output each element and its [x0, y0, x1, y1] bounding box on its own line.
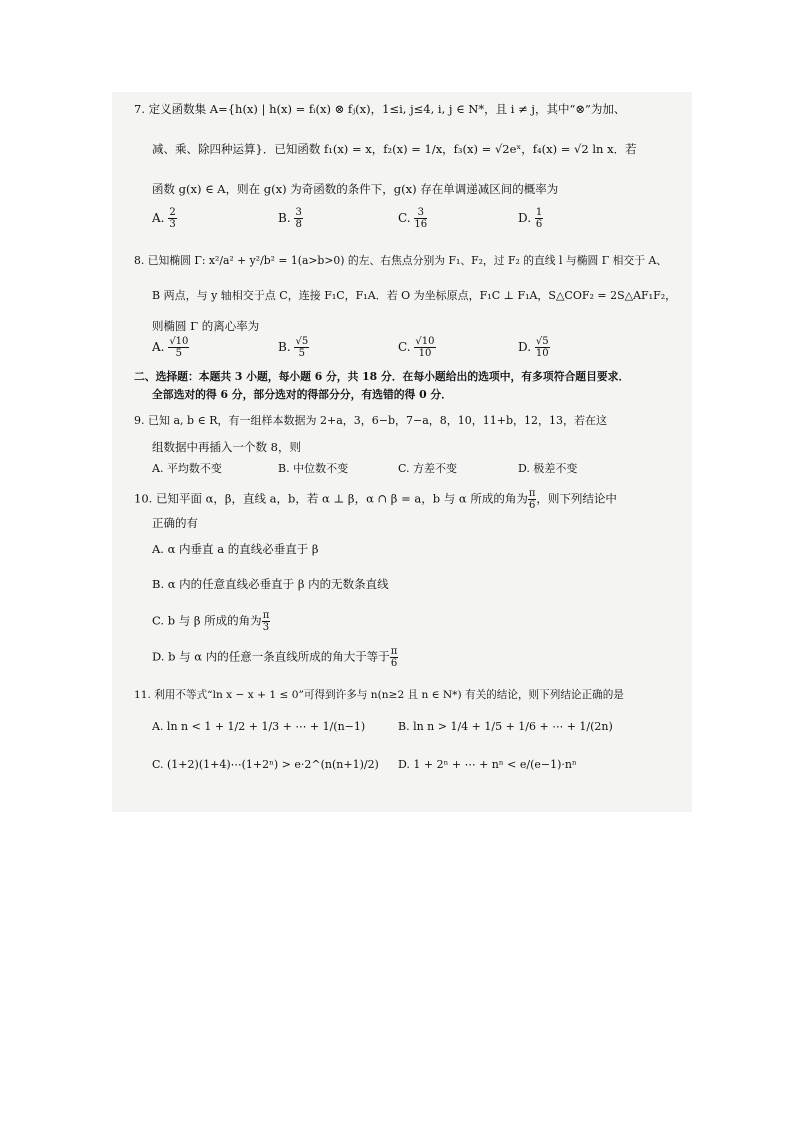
q9-options — [152, 460, 652, 478]
q9-option-a[interactable]: A. 平均数不变 — [152, 462, 222, 475]
q10-option-b[interactable]: B. α 内的任意直线必垂直于 β 内的无数条直线 — [152, 577, 389, 591]
q10-line1: 10. 已知平面 α，β，直线 a，b，若 α ⊥ β，α ∩ β = a，b 与 α 所成的角为 $\frac{\pi}{6}$ ，则下列结论中 — [134, 488, 617, 511]
q11-option-d[interactable]: D. 1 + 2ⁿ + ⋯ + nⁿ < e/(e−1)·nⁿ — [398, 758, 577, 771]
q11-option-c[interactable]: C. (1+2)(1+4)⋯(1+2ⁿ) > e·2^(n(n+1)/2) — [152, 758, 379, 771]
q11-option-b[interactable]: B. ln n > 1/4 + 1/5 + 1/6 + ⋯ + 1/(2n) — [398, 720, 613, 733]
q9-line1: 9. 已知 a, b ∈ R，有一组样本数据为 2+a，3，6−b，7−a，8，10，11+b，12，13，若在这 — [134, 414, 608, 427]
q8-option-a[interactable]: A. $\frac{√10}{5}$ — [152, 336, 189, 359]
q8-options — [152, 336, 652, 370]
q10-line2: 正确的有 — [152, 516, 198, 530]
fraction: $\frac{\pi}{3}$ — [262, 610, 270, 633]
q8-option-b[interactable]: B. $\frac{√5}{5}$ — [278, 336, 309, 359]
q7-option-d[interactable]: D. $\frac{1}{6}$ — [518, 207, 543, 230]
q9-option-b[interactable]: B. 中位数不变 — [278, 462, 349, 475]
q7-line3: 函数 g(x) ∈ A，则在 g(x) 为奇函数的条件下，g(x) 存在单调递减区间的概率为 — [152, 182, 559, 196]
q8-option-c[interactable]: C. $\frac{√10}{10}$ — [398, 336, 435, 359]
q7-line1: 7. 定义函数集 A={h(x) | h(x) = fᵢ(x) ⊗ fⱼ(x)，1≤i, j≤4, i, j ∈ N*，且 i ≠ j，其中“⊗”为加、 — [134, 102, 626, 116]
q8-line2: B 两点，与 y 轴相交于点 C，连接 F₁C，F₁A．若 O 为坐标原点，F₁C ⊥ F₁A，S△COF₂ = 2S△AF₁F₂， — [152, 289, 677, 302]
fraction: $\frac{3}{8}$ — [295, 207, 302, 230]
q10-option-d[interactable]: D. b 与 α 内的任意一条直线所成的角大于等于 $\frac{\pi}{6}$ — [152, 646, 398, 669]
fraction: $\frac{\pi}{6}$ — [390, 646, 398, 669]
q8-option-d[interactable]: D. $\frac{√5}{10}$ — [518, 336, 549, 359]
section-heading: 二、选择题：本题共 3 小题，每小题 6 分，共 18 分．在每小题给出的选项中，有多项符合题目要求． — [134, 370, 630, 383]
q10-option-c[interactable]: C. b 与 β 所成的角为 $\frac{\pi}{3}$ — [152, 610, 270, 633]
q7-option-c[interactable]: C. $\frac{3}{16}$ — [398, 207, 428, 230]
fraction: $\frac{2}{3}$ — [169, 207, 176, 230]
q9-line2: 组数据中再插入一个数 8，则 — [152, 440, 301, 454]
fraction: $\frac{√10}{10}$ — [415, 336, 435, 359]
fraction: $\frac{1}{6}$ — [535, 207, 543, 230]
fraction: $\frac{\pi}{6}$ — [528, 488, 536, 511]
fraction: $\frac{√5}{10}$ — [535, 336, 549, 359]
section-instructions: 全部选对的得 6 分，部分选对的得部分分，有选错的得 0 分． — [152, 388, 452, 401]
q11-line1: 11. 利用不等式“ln x − x + 1 ≤ 0”可得到许多与 n(n≥2 且 n ∈ N*) 有关的结论，则下列结论正确的是 — [134, 689, 624, 701]
q11-option-a[interactable]: A. ln n < 1 + 1/2 + 1/3 + ⋯ + 1/(n−1) — [152, 720, 366, 733]
q7-option-b[interactable]: B. $\frac{3}{8}$ — [278, 207, 302, 230]
fraction: $\frac{√10}{5}$ — [169, 336, 189, 359]
q9-option-c[interactable]: C. 方差不变 — [398, 462, 458, 475]
q8-line1: 8. 已知椭圆 Γ: x²/a² + y²/b² = 1(a>b>0) 的左、右焦点分别为 F₁、F₂，过 F₂ 的直线 l 与椭圆 Γ 相交于 A、 — [134, 254, 668, 267]
q7-option-a[interactable]: A. $\frac{2}{3}$ — [152, 207, 176, 230]
q10-option-a[interactable]: A. α 内垂直 a 的直线必垂直于 β — [152, 542, 319, 556]
q7-options — [152, 207, 652, 241]
fraction: $\frac{3}{16}$ — [414, 207, 428, 230]
q8-line3: 则椭圆 Γ 的离心率为 — [152, 319, 260, 333]
fraction: $\frac{√5}{5}$ — [295, 336, 309, 359]
q7-line2: 减、乘、除四种运算}．已知函数 f₁(x) = x，f₂(x) = 1/x，f₃(x) = √2eˣ，f₄(x) = √2 ln x．若 — [152, 142, 637, 156]
q9-option-d[interactable]: D. 极差不变 — [518, 462, 578, 475]
